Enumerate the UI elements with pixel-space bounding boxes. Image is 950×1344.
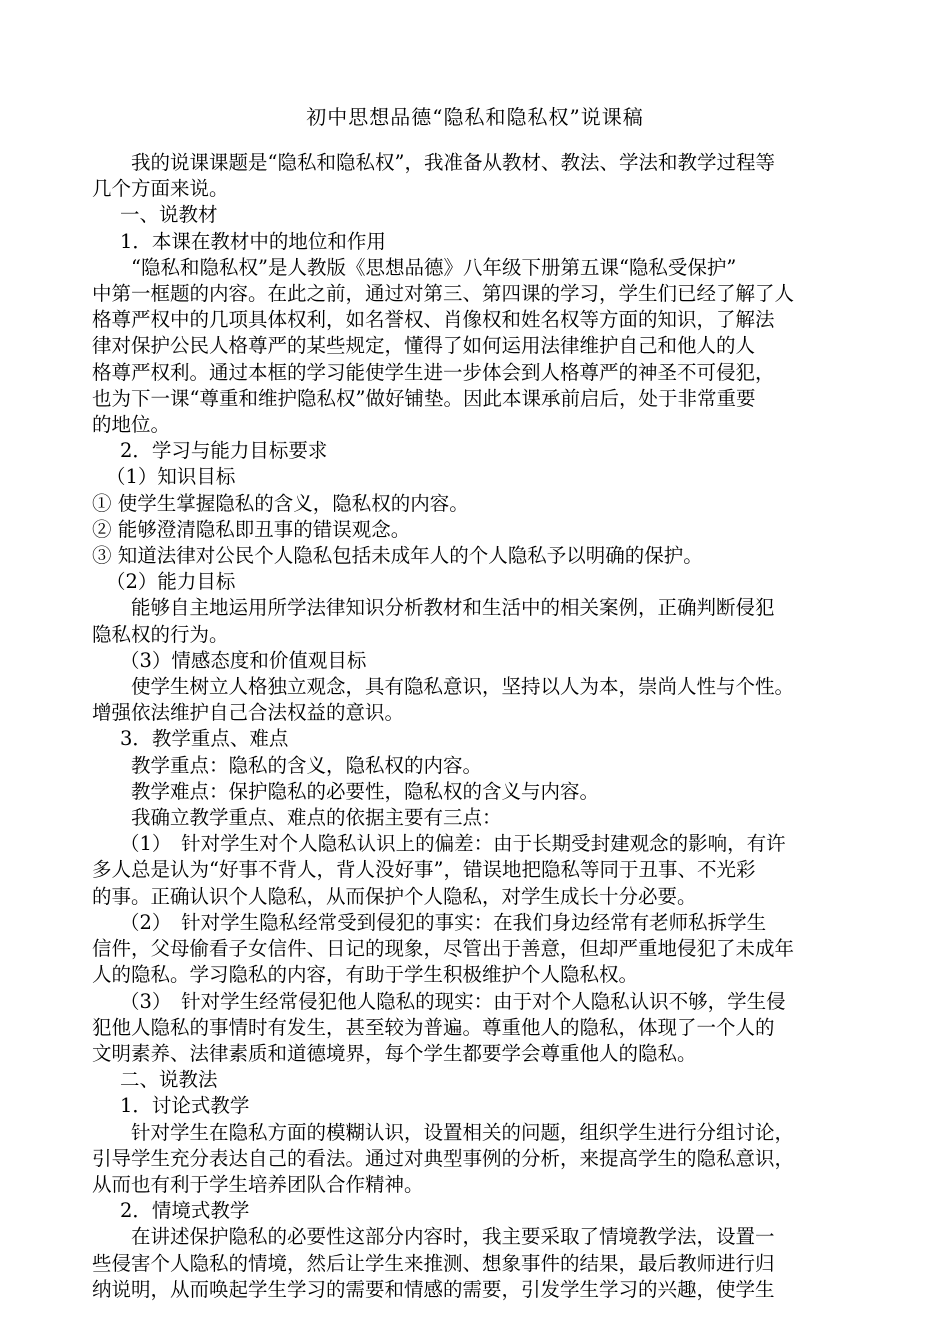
paragraph-line: （1） 针对学生对个人隐私认识上的偏差：由于长期受封建观念的影响，有许 bbox=[120, 832, 786, 856]
paragraph-line: 的地位。 bbox=[92, 413, 171, 437]
list-item: ③ 知道法律对公民个人隐私包括未成年人的个人隐私予以明确的保护。 bbox=[92, 544, 703, 568]
paragraph-line: 从而也有利于学生培养团队合作精神。 bbox=[92, 1172, 424, 1196]
list-item: ② 能够澄清隐私即丑事的错误观念。 bbox=[92, 517, 411, 541]
subsection-heading: 2．学习与能力目标要求 bbox=[120, 439, 328, 463]
paragraph-line: 在讲述保护隐私的必要性这部分内容时，我主要采取了情境教学法，设置一 bbox=[131, 1225, 775, 1249]
section-heading: 二、说教法 bbox=[120, 1068, 218, 1092]
paragraph-line: 的事。正确认识个人隐私，从而保护个人隐私，对学生成长十分必要。 bbox=[92, 884, 697, 908]
paragraph-line: 隐私权的行为。 bbox=[92, 622, 229, 646]
paragraph-line: 多人总是认为“好事不背人，背人没好事”，错误地把隐私等同于丑事、不光彩 bbox=[92, 858, 756, 882]
paragraph-line: 文明素养、法律素质和道德境界，每个学生都要学会尊重他人的隐私。 bbox=[92, 1041, 697, 1065]
item-heading: （2）能力目标 bbox=[106, 570, 236, 594]
paragraph-line: 格尊严权中的几项具体权利，如名誉权、肖像权和姓名权等方面的知识，了解法 bbox=[92, 308, 775, 332]
document-title: 初中思想品德“隐私和隐私权”说课稿 bbox=[306, 105, 644, 129]
subsection-heading: 1．本课在教材中的地位和作用 bbox=[120, 229, 386, 253]
paragraph-line: 教学难点：保护隐私的必要性，隐私权的含义与内容。 bbox=[131, 779, 600, 803]
subsection-heading: 2．情境式教学 bbox=[120, 1199, 250, 1223]
item-heading: （1）知识目标 bbox=[106, 465, 236, 489]
paragraph-line: 我确立教学重点、难点的依据主要有三点： bbox=[131, 806, 502, 830]
paragraph-line: “隐私和隐私权”是人教版《思想品德》八年级下册第五课“隐私受保护” bbox=[131, 255, 737, 279]
paragraph-line: 也为下一课“尊重和维护隐私权”做好铺垫。因此本课承前启后，处于非常重要 bbox=[92, 386, 756, 410]
paragraph-line: 犯他人隐私的事情时有发生，甚至较为普遍。尊重他人的隐私，体现了一个人的 bbox=[92, 1015, 775, 1039]
paragraph-line: 我的说课课题是“隐私和隐私权”，我准备从教材、教法、学法和教学过程等 bbox=[131, 151, 775, 174]
paragraph-line: 中第一框题的内容。在此之前，通过对第三、第四课的学习，学生们已经了解了人 bbox=[92, 282, 795, 306]
list-item: ① 使学生掌握隐私的含义，隐私权的内容。 bbox=[92, 491, 469, 515]
paragraph-line: 教学重点：隐私的含义，隐私权的内容。 bbox=[131, 753, 483, 777]
paragraph-line: 些侵害个人隐私的情境，然后让学生来推测、想象事件的结果，最后教师进行归 bbox=[92, 1251, 775, 1275]
paragraph-line: 增强依法维护自己合法权益的意识。 bbox=[92, 701, 405, 725]
paragraph-line: 纳说明，从而唤起学生学习的需要和情感的需要，引发学生学习的兴趣，使学生 bbox=[92, 1277, 775, 1301]
paragraph-line: （3） 针对学生经常侵犯他人隐私的现实：由于对个人隐私认识不够，学生侵 bbox=[120, 989, 786, 1013]
subsection-heading: 3．教学重点、难点 bbox=[120, 727, 289, 751]
paragraph-line: 人的隐私。学习隐私的内容，有助于学生积极维护个人隐私权。 bbox=[92, 963, 639, 987]
item-heading: （3）情感态度和价值观目标 bbox=[120, 648, 367, 672]
paragraph-line: 格尊严权利。通过本框的学习能使学生进一步体会到人格尊严的神圣不可侵犯， bbox=[92, 360, 775, 384]
paragraph-line: 使学生树立人格独立观念，具有隐私意识，坚持以人为本，崇尚人性与个性。 bbox=[131, 675, 795, 699]
section-heading: 一、说教材 bbox=[120, 203, 218, 227]
paragraph-line: （2） 针对学生隐私经常受到侵犯的事实：在我们身边经常有老师私拆学生 bbox=[120, 910, 767, 934]
subsection-heading: 1．讨论式教学 bbox=[120, 1094, 250, 1118]
paragraph-line: 几个方面来说。 bbox=[92, 177, 229, 201]
paragraph-line: 针对学生在隐私方面的模糊认识，设置相关的问题，组织学生进行分组讨论， bbox=[131, 1120, 795, 1144]
paragraph-line: 能够自主地运用所学法律知识分析教材和生活中的相关案例，正确判断侵犯 bbox=[131, 596, 775, 620]
document-body bbox=[92, 150, 862, 1303]
paragraph-line: 引导学生充分表达自己的看法。通过对典型事例的分析，来提高学生的隐私意识， bbox=[92, 1146, 795, 1170]
paragraph-line: 信件，父母偷看子女信件、日记的现象，尽管出于善意，但却严重地侵犯了未成年 bbox=[92, 937, 795, 961]
paragraph-line: 律对保护公民人格尊严的某些规定，懂得了如何运用法律维护自己和他人的人 bbox=[92, 334, 756, 358]
